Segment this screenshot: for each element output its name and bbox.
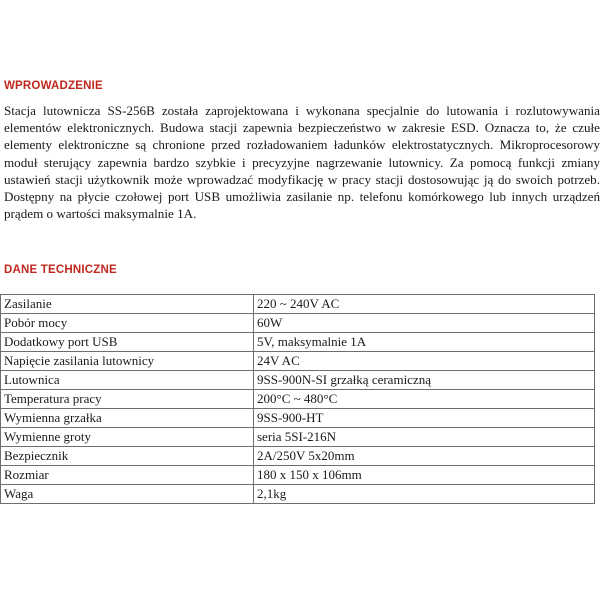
table-row bbox=[1, 447, 595, 466]
table-row bbox=[1, 485, 595, 504]
spec-value: 180 x 150 x 106mm bbox=[254, 466, 595, 485]
spec-label: Rozmiar bbox=[1, 466, 254, 485]
spec-label: Bezpiecznik bbox=[1, 447, 254, 466]
table-row bbox=[1, 390, 595, 409]
spec-label: Wymienna grzałka bbox=[1, 409, 254, 428]
spec-value: seria 5SI-216N bbox=[254, 428, 595, 447]
intro-paragraph bbox=[4, 102, 600, 222]
tech-specs-table bbox=[0, 294, 595, 504]
spec-label: Waga bbox=[1, 485, 254, 504]
spec-value: 60W bbox=[254, 314, 595, 333]
table-row bbox=[1, 428, 595, 447]
table-row bbox=[1, 409, 595, 428]
spec-label: Temperatura pracy bbox=[1, 390, 254, 409]
spec-value: 2A/250V 5x20mm bbox=[254, 447, 595, 466]
spec-label: Lutownica bbox=[1, 371, 254, 390]
spec-value: 5V, maksymalnie 1A bbox=[254, 333, 595, 352]
spec-label: Pobór mocy bbox=[1, 314, 254, 333]
intro-text-main: Stacja lutownicza SS-256B została zaprojektowana i wykonana specjalnie do lutowania i rozlutowywania elementów elektronicznych. Budowa stacji zapewnia bezpieczeństwo w zakresie ESD. Oznacza to, że czułe elementy elektroniczne są chronione przed rozładowaniem ładunków elektrostatycznych. Mikroprocesorowy moduł sterujący zapewnia bardzo szybkie i precyzyjne nagrzewanie lutownicy. Za pomocą funkcji zmiany ustawień stacji użytkownik może wprowadzać modyfikację w pracy stacji dostosowując ją do swoich potrzeb. bbox=[4, 103, 600, 187]
table-row bbox=[1, 352, 595, 371]
table-row bbox=[1, 466, 595, 485]
tech-specs-heading: DANE TECHNICZNE bbox=[4, 264, 117, 276]
spec-value: 24V AC bbox=[254, 352, 595, 371]
spec-value: 2,1kg bbox=[254, 485, 595, 504]
table-row bbox=[1, 295, 595, 314]
table-row bbox=[1, 333, 595, 352]
spec-value: 9SS-900N-SI grzałką ceramiczną bbox=[254, 371, 595, 390]
spec-value: 200°C ~ 480°C bbox=[254, 390, 595, 409]
table-row bbox=[1, 371, 595, 390]
spec-label: Wymienne groty bbox=[1, 428, 254, 447]
table-row bbox=[1, 314, 595, 333]
intro-heading: WPROWADZENIE bbox=[4, 80, 103, 92]
spec-value: 9SS-900-HT bbox=[254, 409, 595, 428]
spec-label: Zasilanie bbox=[1, 295, 254, 314]
spec-label: Napięcie zasilania lutownicy bbox=[1, 352, 254, 371]
spec-label: Dodatkowy port USB bbox=[1, 333, 254, 352]
intro-text-usb: Dostępny na płycie czołowej port USB umożliwia zasilanie np. telefonu komórkowego lub innych urządzeń prądem o wartości maksymalnie 1A. bbox=[4, 189, 600, 222]
spec-value: 220 ~ 240V AC bbox=[254, 295, 595, 314]
